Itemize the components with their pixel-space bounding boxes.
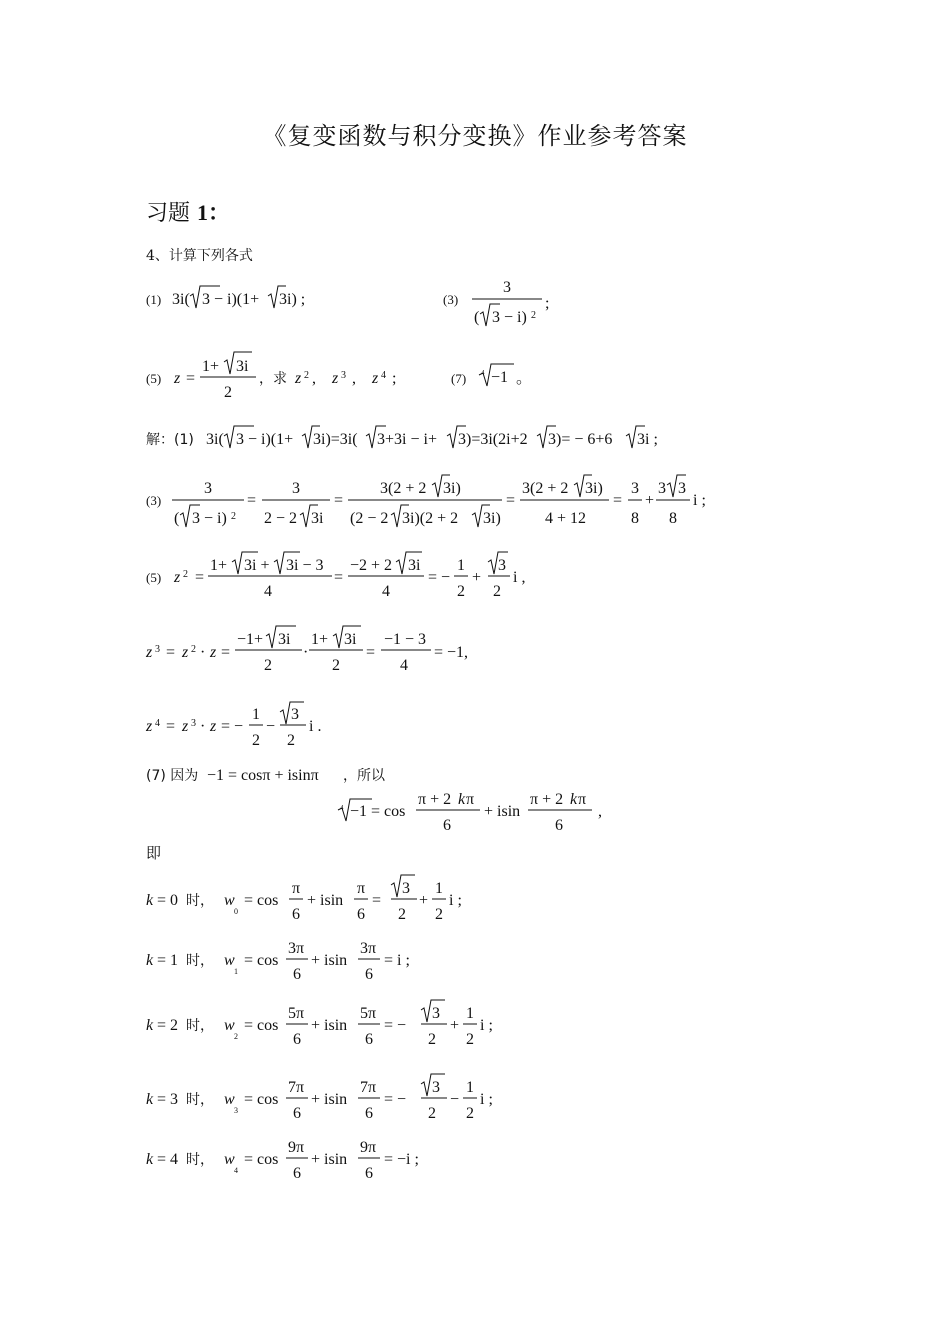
svg-text:3: 3 bbox=[658, 480, 666, 497]
svg-text:3i): 3i) bbox=[483, 510, 501, 527]
svg-text:6: 6 bbox=[555, 817, 563, 834]
svg-text:6: 6 bbox=[293, 966, 301, 983]
svg-text:2 − 2: 2 − 2 bbox=[264, 510, 298, 527]
svg-text:=: = bbox=[186, 370, 196, 387]
svg-text:3i: 3i bbox=[278, 631, 291, 648]
svg-text:3π: 3π bbox=[360, 940, 377, 957]
svg-text:;: ; bbox=[392, 370, 397, 387]
svg-text:,: , bbox=[312, 370, 316, 387]
svg-text:7π: 7π bbox=[360, 1079, 377, 1096]
q3-label: (3) bbox=[443, 292, 459, 307]
svg-text:= cos: = cos bbox=[244, 952, 279, 969]
svg-text:3: 3 bbox=[155, 644, 160, 655]
svg-text:z: z bbox=[146, 644, 153, 661]
section-number: 1： bbox=[197, 200, 231, 225]
s7-so: ，所以 bbox=[343, 768, 385, 784]
svg-text:3i: 3i bbox=[408, 557, 421, 574]
svg-text:−1: −1 bbox=[491, 369, 509, 386]
svg-text:+: + bbox=[419, 892, 429, 909]
svg-text:−: − bbox=[266, 718, 276, 735]
svg-text:4: 4 bbox=[481, 369, 485, 377]
svg-text:时，: 时， bbox=[186, 1092, 214, 1108]
svg-text:(: ( bbox=[174, 510, 180, 527]
svg-text:;: ; bbox=[545, 295, 550, 312]
svg-text:3: 3 bbox=[678, 480, 686, 497]
svg-text:·: · bbox=[200, 644, 206, 661]
svg-text:3: 3 bbox=[432, 1079, 440, 1096]
svg-text:+ isin: + isin bbox=[311, 1151, 348, 1168]
svg-text:= i ;: = i ; bbox=[384, 952, 410, 969]
svg-text:= 3: = 3 bbox=[157, 1091, 179, 1108]
svg-text:+: + bbox=[450, 1017, 460, 1034]
svg-text:1: 1 bbox=[466, 1079, 474, 1096]
svg-text:3+3i − i+: 3+3i − i+ bbox=[377, 431, 437, 448]
svg-text:z: z bbox=[210, 718, 217, 735]
svg-text:z: z bbox=[332, 370, 339, 387]
question-3 bbox=[443, 279, 549, 326]
svg-text:3i: 3i bbox=[311, 510, 324, 527]
q1-label: (1) bbox=[146, 292, 162, 307]
svg-text:π: π bbox=[357, 880, 366, 897]
svg-text:k: k bbox=[146, 1091, 154, 1108]
svg-text:3: 3 bbox=[631, 480, 639, 497]
svg-text:(2 − 2: (2 − 2 bbox=[350, 510, 389, 527]
svg-text:1: 1 bbox=[466, 1005, 474, 1022]
svg-text:·: · bbox=[303, 644, 309, 661]
svg-text:i ;: i ; bbox=[480, 1017, 493, 1034]
svg-text:k: k bbox=[458, 791, 466, 808]
svg-text:−1 = cosπ + isinπ: −1 = cosπ + isinπ bbox=[207, 767, 319, 784]
solution-1 bbox=[146, 426, 658, 448]
solution-5-z4 bbox=[145, 702, 321, 749]
svg-text:2: 2 bbox=[428, 1031, 436, 1048]
svg-text:1: 1 bbox=[457, 557, 465, 574]
svg-text:w: w bbox=[224, 1091, 235, 1108]
svg-text:=: = bbox=[334, 492, 344, 509]
svg-text:2: 2 bbox=[304, 370, 309, 381]
svg-text:= −: = − bbox=[428, 569, 451, 586]
svg-text:2: 2 bbox=[457, 583, 465, 600]
svg-text:3i: 3i bbox=[236, 358, 249, 375]
svg-text:3: 3 bbox=[292, 480, 300, 497]
svg-text:3i ;: 3i ; bbox=[637, 431, 658, 448]
svg-text:3: 3 bbox=[191, 718, 196, 729]
solution-3 bbox=[146, 475, 706, 527]
svg-text:+ isin: + isin bbox=[307, 892, 344, 909]
svg-text:= 2: = 2 bbox=[157, 1017, 179, 1034]
svg-text:= 0: = 0 bbox=[157, 892, 179, 909]
svg-text:3: 3 bbox=[503, 279, 511, 296]
svg-text:4: 4 bbox=[381, 370, 386, 381]
svg-text:+ isin: + isin bbox=[311, 1091, 348, 1108]
svg-text:=: = bbox=[221, 644, 231, 661]
svg-text:2: 2 bbox=[183, 569, 188, 580]
svg-text:=: = bbox=[506, 492, 516, 509]
svg-text:9π: 9π bbox=[360, 1139, 377, 1156]
svg-text:3i)(2 + 2: 3i)(2 + 2 bbox=[402, 510, 459, 527]
svg-text:π + 2: π + 2 bbox=[418, 791, 452, 808]
q5-ask: ，求 bbox=[259, 371, 287, 387]
svg-text:3 − i)(1+: 3 − i)(1+ bbox=[202, 291, 260, 308]
svg-text:7π: 7π bbox=[288, 1079, 305, 1096]
k0-line bbox=[146, 875, 462, 923]
ji-label: 即 bbox=[146, 844, 162, 862]
svg-text:2: 2 bbox=[531, 310, 536, 321]
svg-text:−: − bbox=[450, 1091, 460, 1108]
svg-text:= cos: = cos bbox=[244, 1017, 279, 1034]
svg-text:·: · bbox=[200, 718, 206, 735]
svg-text:3: 3 bbox=[234, 1106, 238, 1115]
svg-text:(: ( bbox=[474, 309, 480, 326]
page-title: 《复变函数与积分变换》作业参考答案 bbox=[262, 122, 688, 150]
solution-5-z3 bbox=[145, 626, 468, 674]
svg-text:= −: = − bbox=[221, 718, 244, 735]
svg-text:2: 2 bbox=[287, 732, 295, 749]
svg-text:+ isin: + isin bbox=[484, 803, 521, 820]
svg-text:=: = bbox=[166, 718, 176, 735]
problem-statement: 4、计算下列各式 bbox=[146, 248, 253, 264]
svg-text:2: 2 bbox=[252, 732, 260, 749]
svg-text:= −1,: = −1, bbox=[434, 644, 469, 661]
svg-text:4: 4 bbox=[264, 583, 272, 600]
svg-text:6: 6 bbox=[365, 1165, 373, 1182]
svg-text:5π: 5π bbox=[288, 1005, 305, 1022]
svg-text:2: 2 bbox=[224, 384, 232, 401]
svg-text:2: 2 bbox=[466, 1031, 474, 1048]
svg-text:6: 6 bbox=[293, 1105, 301, 1122]
svg-text:i .: i . bbox=[309, 718, 322, 735]
svg-text:π: π bbox=[466, 791, 475, 808]
svg-text:时，: 时， bbox=[186, 893, 214, 909]
k1-line bbox=[146, 940, 410, 983]
question-1 bbox=[146, 286, 305, 308]
k2-line bbox=[146, 1000, 493, 1048]
question-5 bbox=[146, 352, 396, 401]
svg-text:= −: = − bbox=[384, 1017, 407, 1034]
svg-text:+ isin: + isin bbox=[311, 1017, 348, 1034]
k3-line bbox=[146, 1074, 493, 1122]
svg-text:3: 3 bbox=[498, 557, 506, 574]
svg-text:z: z bbox=[372, 370, 379, 387]
svg-text:4: 4 bbox=[382, 583, 390, 600]
svg-text:2: 2 bbox=[264, 657, 272, 674]
svg-text:时，: 时， bbox=[186, 1152, 214, 1168]
svg-text:=: = bbox=[366, 644, 376, 661]
svg-text:+: + bbox=[645, 492, 655, 509]
svg-text:k: k bbox=[146, 892, 154, 909]
svg-text:3: 3 bbox=[204, 480, 212, 497]
svg-text:6: 6 bbox=[365, 1105, 373, 1122]
jie-label: 解：(1) bbox=[146, 432, 194, 448]
svg-text:i ;: i ; bbox=[693, 492, 706, 509]
svg-text:1: 1 bbox=[252, 706, 260, 723]
svg-text:= 4: = 4 bbox=[157, 1151, 179, 1168]
svg-text:6: 6 bbox=[365, 1031, 373, 1048]
q5-label: (5) bbox=[146, 371, 162, 386]
svg-text:时，: 时， bbox=[186, 953, 214, 969]
svg-text:3i: 3i bbox=[344, 631, 357, 648]
svg-text:2: 2 bbox=[234, 1032, 238, 1041]
svg-text:w: w bbox=[224, 1151, 235, 1168]
svg-text:2: 2 bbox=[428, 1105, 436, 1122]
svg-text:6: 6 bbox=[293, 1165, 301, 1182]
svg-text:(5): (5) bbox=[146, 570, 162, 585]
svg-text:i ;: i ; bbox=[480, 1091, 493, 1108]
svg-text:9π: 9π bbox=[288, 1139, 305, 1156]
svg-text:1: 1 bbox=[435, 880, 443, 897]
svg-text:=: = bbox=[195, 569, 205, 586]
svg-text:3i − 3: 3i − 3 bbox=[286, 557, 324, 574]
svg-text:2: 2 bbox=[398, 906, 406, 923]
svg-text:= cos: = cos bbox=[244, 892, 279, 909]
svg-text:2: 2 bbox=[435, 906, 443, 923]
section-label: 习题 bbox=[146, 201, 191, 226]
svg-text:k: k bbox=[146, 1151, 154, 1168]
svg-text:k: k bbox=[146, 952, 154, 969]
svg-text:k: k bbox=[146, 1017, 154, 1034]
svg-text:3: 3 bbox=[291, 706, 299, 723]
svg-text:π: π bbox=[292, 880, 301, 897]
svg-text:=: = bbox=[613, 492, 623, 509]
svg-text:3i): 3i) bbox=[585, 480, 603, 497]
svg-text:π + 2: π + 2 bbox=[530, 791, 564, 808]
svg-text:z: z bbox=[182, 718, 189, 735]
svg-text:w: w bbox=[224, 952, 235, 969]
svg-text:= −i ;: = −i ; bbox=[384, 1151, 419, 1168]
svg-text:z: z bbox=[174, 370, 181, 387]
svg-text:3 − i): 3 − i) bbox=[192, 510, 227, 527]
svg-text:3π: 3π bbox=[288, 940, 305, 957]
svg-text:= cos: = cos bbox=[244, 1151, 279, 1168]
svg-text:时，: 时， bbox=[186, 1018, 214, 1034]
svg-text:3i(: 3i( bbox=[206, 431, 224, 448]
svg-text:= 1: = 1 bbox=[157, 952, 179, 969]
svg-text:−1+: −1+ bbox=[237, 631, 264, 648]
svg-text:3(2 + 2: 3(2 + 2 bbox=[522, 480, 569, 497]
svg-text:3: 3 bbox=[341, 370, 346, 381]
svg-text:5π: 5π bbox=[360, 1005, 377, 1022]
svg-text:1+: 1+ bbox=[311, 631, 329, 648]
svg-text:1+: 1+ bbox=[210, 557, 228, 574]
svg-text:w: w bbox=[224, 892, 235, 909]
svg-text:3i)=3i(: 3i)=3i( bbox=[313, 431, 358, 448]
svg-text:6: 6 bbox=[443, 817, 451, 834]
svg-text:8: 8 bbox=[631, 510, 639, 527]
svg-text:6: 6 bbox=[365, 966, 373, 983]
svg-text:4: 4 bbox=[234, 1166, 238, 1175]
s7-because: (7) 因为 bbox=[146, 768, 199, 784]
svg-text:4 + 12: 4 + 12 bbox=[545, 510, 587, 527]
svg-text:3i +: 3i + bbox=[244, 557, 270, 574]
svg-text:2: 2 bbox=[493, 583, 501, 600]
svg-text:6: 6 bbox=[293, 1031, 301, 1048]
solution-7 bbox=[146, 767, 602, 834]
svg-text:−2 + 2: −2 + 2 bbox=[350, 557, 393, 574]
svg-text:+ isin: + isin bbox=[311, 952, 348, 969]
question-7 bbox=[451, 364, 532, 387]
svg-text:3)=3i(2i+2: 3)=3i(2i+2 bbox=[458, 431, 528, 448]
svg-text:2: 2 bbox=[231, 511, 236, 522]
svg-text:,: , bbox=[598, 803, 602, 820]
svg-text:z: z bbox=[182, 644, 189, 661]
svg-text:4: 4 bbox=[400, 657, 408, 674]
svg-text:w: w bbox=[224, 1017, 235, 1034]
svg-text:= −: = − bbox=[384, 1091, 407, 1108]
svg-text:3 − i): 3 − i) bbox=[492, 309, 527, 326]
svg-text:z: z bbox=[210, 644, 217, 661]
svg-text:=: = bbox=[166, 644, 176, 661]
svg-text:3 − i)(1+: 3 − i)(1+ bbox=[236, 431, 294, 448]
svg-text:3: 3 bbox=[432, 1005, 440, 1022]
svg-text:3i(: 3i( bbox=[172, 291, 190, 308]
svg-text:=: = bbox=[372, 892, 382, 909]
svg-text:z: z bbox=[146, 718, 153, 735]
svg-text:6: 6 bbox=[292, 906, 300, 923]
svg-text:2: 2 bbox=[466, 1105, 474, 1122]
svg-text:−1 = cos: −1 = cos bbox=[350, 803, 406, 820]
svg-text:4: 4 bbox=[155, 718, 160, 729]
svg-text:−1 − 3: −1 − 3 bbox=[384, 631, 427, 648]
svg-text:i ;: i ; bbox=[449, 892, 462, 909]
svg-text:i ,: i , bbox=[513, 569, 526, 586]
svg-text:6: 6 bbox=[357, 906, 365, 923]
svg-text:4: 4 bbox=[340, 804, 344, 812]
svg-text:= cos: = cos bbox=[244, 1091, 279, 1108]
svg-text:(3): (3) bbox=[146, 493, 162, 508]
svg-text:k: k bbox=[570, 791, 578, 808]
svg-text:z: z bbox=[295, 370, 302, 387]
svg-text:3(2 + 2: 3(2 + 2 bbox=[380, 480, 427, 497]
svg-text:2: 2 bbox=[332, 657, 340, 674]
svg-text:π: π bbox=[578, 791, 587, 808]
svg-text:3)= − 6+6: 3)= − 6+6 bbox=[548, 431, 613, 448]
svg-text:2: 2 bbox=[191, 644, 196, 655]
svg-text:=: = bbox=[334, 569, 344, 586]
svg-text:8: 8 bbox=[669, 510, 677, 527]
svg-text:3i) ;: 3i) ; bbox=[279, 291, 306, 308]
svg-text:+: + bbox=[472, 569, 482, 586]
svg-text:3i): 3i) bbox=[443, 480, 461, 497]
svg-text:3: 3 bbox=[402, 880, 410, 897]
svg-text:0: 0 bbox=[234, 907, 238, 916]
svg-text:=: = bbox=[247, 492, 257, 509]
svg-text:1: 1 bbox=[234, 967, 238, 976]
svg-text:1+: 1+ bbox=[202, 358, 220, 375]
k4-line bbox=[146, 1139, 419, 1182]
svg-text:。: 。 bbox=[516, 370, 533, 387]
svg-text:,: , bbox=[352, 370, 356, 387]
q7-label: (7) bbox=[451, 371, 467, 386]
svg-text:z: z bbox=[174, 569, 181, 586]
solution-5-z2 bbox=[146, 552, 525, 600]
